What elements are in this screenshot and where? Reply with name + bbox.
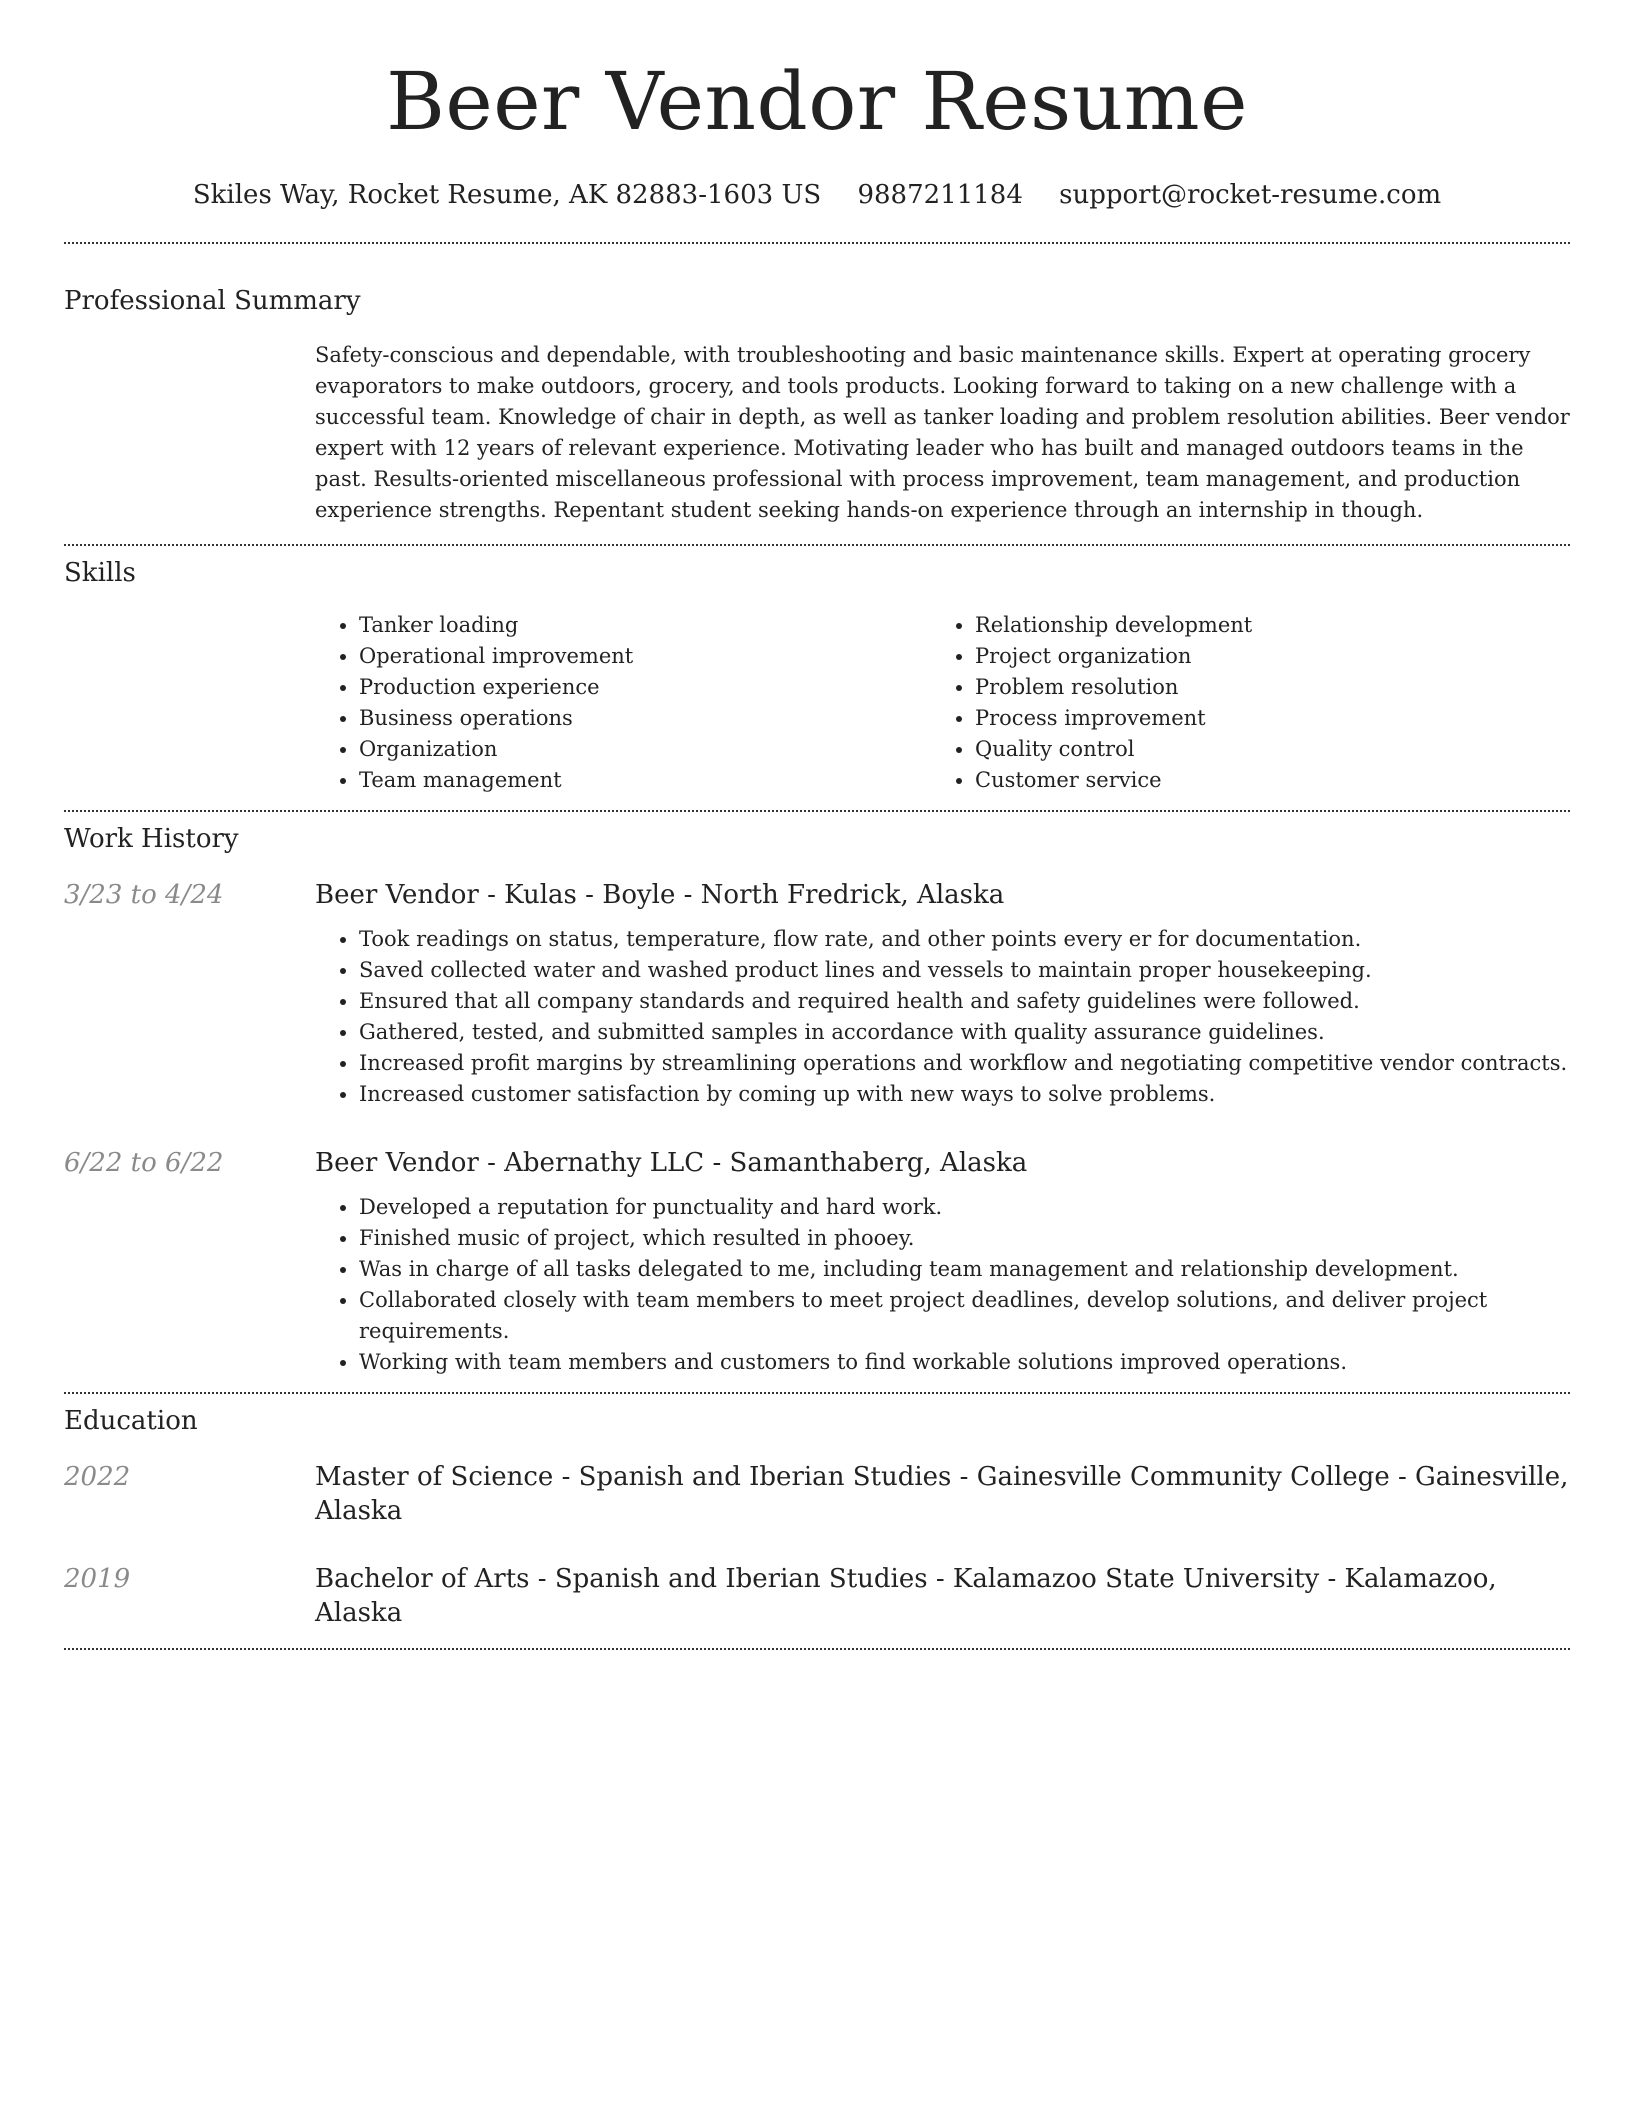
resume-page [64, 0, 1570, 1650]
education-year: 2022 [64, 1462, 131, 1492]
job-title: Beer Vendor - Abernathy LLC - Samanthaberg, Alaska [315, 1148, 1028, 1178]
job-bullet: • Developed a reputation for punctuality and hard work. [359, 1192, 1570, 1223]
job-bullet: • Finished music of project, which resulted in phooey. [359, 1223, 1570, 1254]
skill-item: • Customer service [975, 765, 1547, 796]
skill-item: • Tanker loading [359, 610, 931, 641]
skill-item: • Project organization [975, 641, 1547, 672]
job-bullet: • Saved collected water and washed product lines and vessels to maintain proper housekeeping. [359, 955, 1570, 986]
skill-item: • Operational improvement [359, 641, 931, 672]
work-section [64, 812, 1570, 1392]
job-bullet: • Took readings on status, temperature, flow rate, and other points every er for documentation. [359, 924, 1570, 955]
education-section [64, 1394, 1570, 1648]
education-entry [64, 1562, 1570, 1630]
skills-heading: Skills [64, 558, 136, 588]
skills-list-right [931, 610, 1547, 796]
contact-phone: 9887211184 [857, 180, 1023, 210]
contact-address: Skiles Way, Rocket Resume, AK 82883-1603 US [192, 180, 822, 210]
education-year: 2019 [64, 1564, 131, 1594]
education-details [315, 1460, 1570, 1528]
summary-heading: Professional Summary [64, 286, 361, 316]
job-dates: 3/23 to 4/24 [64, 880, 224, 910]
summary-text: Safety-conscious and dependable, with troubleshooting and basic maintenance skills. Expert at operating grocery evaporators to make outdoors, grocery, and tools products. Looking forward to taking on a new challenge with a successful team. Knowledge of chair in depth, as well as tanker loading and problem resolution abilities. Beer vendor expert with 12 years of relevant experience. Motivating leader who has built and managed outdoors teams in the past. Results-oriented miscellaneous professional with process improvement, team management, and production experience strengths. Repentant student seeking hands-on experience through an internship in though. [315, 343, 1570, 522]
divider [64, 1648, 1570, 1650]
skill-item: • Process improvement [975, 703, 1547, 734]
skill-item: • Organization [359, 734, 931, 765]
summary-body [315, 340, 1570, 526]
skills-section [64, 546, 1570, 810]
education-details [315, 1562, 1570, 1630]
job-details [315, 1146, 1570, 1378]
job-title: Beer Vendor - Kulas - Boyle - North Fredrick, Alaska [315, 880, 1005, 910]
job-bullet: • Working with team members and customers to find workable solutions improved operations. [359, 1347, 1570, 1378]
job-bullet: • Gathered, tested, and submitted samples in accordance with quality assurance guidelines. [359, 1017, 1570, 1048]
contact-email: support@rocket-resume.com [1059, 180, 1442, 210]
summary-section [64, 244, 1570, 544]
skill-item: • Production experience [359, 672, 931, 703]
skill-item: • Relationship development [975, 610, 1547, 641]
job-entry [64, 878, 1570, 1110]
education-heading: Education [64, 1406, 198, 1436]
job-entry [64, 1146, 1570, 1378]
contact-line [64, 178, 1570, 212]
job-bullets [315, 924, 1570, 1110]
skill-item: • Team management [359, 765, 931, 796]
skills-list-left [315, 610, 931, 796]
job-bullets [315, 1192, 1570, 1378]
job-bullet: • Ensured that all company standards and required health and safety guidelines were followed. [359, 986, 1570, 1017]
education-entry [64, 1460, 1570, 1528]
education-degree: Bachelor of Arts - Spanish and Iberian Studies - Kalamazoo State University - Kalamazoo, Alaska [315, 1564, 1497, 1628]
job-bullet: • Increased customer satisfaction by coming up with new ways to solve problems. [359, 1079, 1570, 1110]
job-bullet: • Collaborated closely with team members to meet project deadlines, develop solutions, and deliver project requirements. [359, 1285, 1570, 1347]
job-dates: 6/22 to 6/22 [64, 1148, 224, 1178]
job-bullet: • Was in charge of all tasks delegated to me, including team management and relationship development. [359, 1254, 1570, 1285]
skill-item: • Business operations [359, 703, 931, 734]
work-heading: Work History [64, 824, 239, 854]
education-degree: Master of Science - Spanish and Iberian Studies - Gainesville Community College - Gainesville, Alaska [315, 1462, 1569, 1526]
skills-columns [315, 610, 1570, 796]
skill-item: • Quality control [975, 734, 1547, 765]
skill-item: • Problem resolution [975, 672, 1547, 703]
job-bullet: • Increased profit margins by streamlining operations and workflow and negotiating competitive vendor contracts. [359, 1048, 1570, 1079]
job-details [315, 878, 1570, 1110]
resume-title: Beer Vendor Resume [386, 55, 1248, 148]
